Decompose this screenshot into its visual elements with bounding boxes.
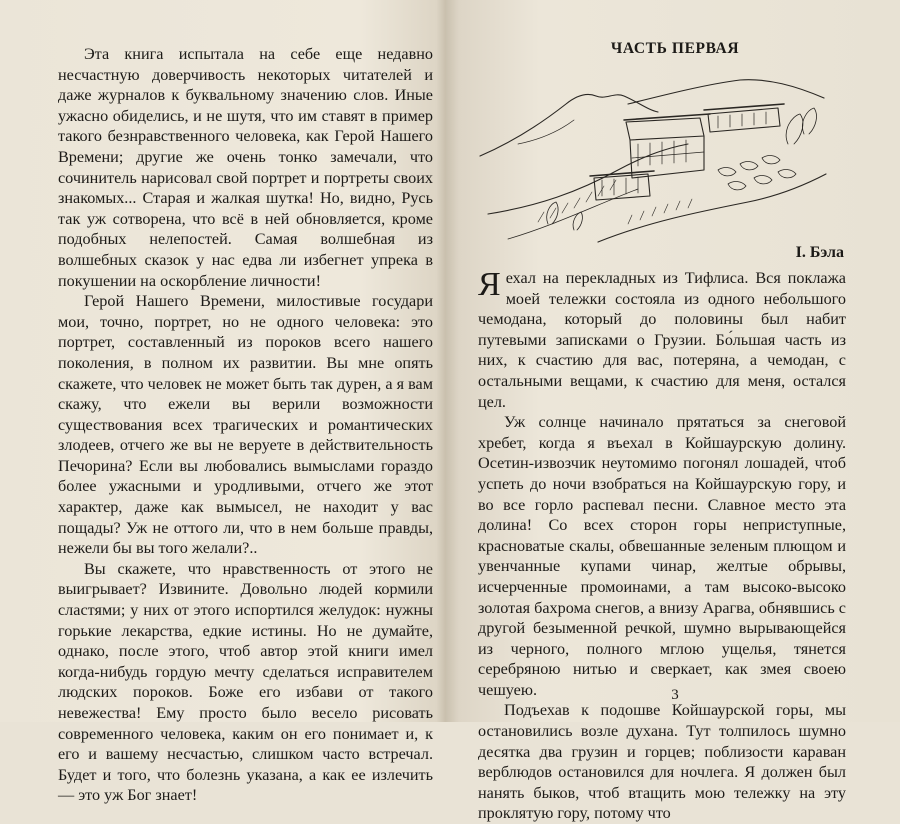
chapter-title: I. Бэла	[795, 244, 844, 261]
left-paragraph: Эта книга испытала на себе еще недавно несчастную доверчивость некоторых читателей и даже журналов к буквальному значению слов. Иные ужасно обиделись, и не шутя, что им ставят в пример такого безнравственного человека, как Герой Нашего Времени; другие же очень тонко замечали, что сочинитель нарисовал свой портрет и портреты своих знакомых... Старая и жалкая шутка! Но, видно, Русь так уж сотворена, что всё в ней обновляется, кроме подобных нелепостей. Самая волшебная из волшебных сказок у нас едва ли избегнет упрека в покушении на оскорбление личности!	[58, 45, 433, 290]
mountain-village-illustration	[478, 74, 828, 244]
right-page-text	[478, 268, 846, 824]
page-number: 3	[671, 687, 679, 703]
right-paragraph: Подъехав к подошве Койшаурской горы, мы остановились возле духана. Тут толпилось шумно десятка два грузин и горцев; поблизости караван верблюдов остановился для ночлега. Я должен был нанять быков, чтоб втащить мою тележку на эту проклятую гору, потому что	[478, 701, 846, 823]
first-paragraph	[478, 268, 846, 412]
first-paragraph-text: ехал на перекладных из Тифлиса. Вся поклажа моей тележки состояла из одного небольшого чемодана, который до половины был набит путевыми записками о Грузии. Бо́льшая часть из них, к счастию для вас, потеряна, а чемодан, с остальными вещами, к счастию для меня, остался цел.	[478, 269, 846, 411]
left-page	[0, 0, 450, 805]
part-title: ЧАСТЬ ПЕРВАЯ	[610, 40, 740, 57]
left-page-text	[58, 44, 433, 806]
right-paragraph: Уж солнце начинало прятаться за снеговой хребет, когда я въехал в Койшаурскую долину. Осетин-извозчик неутомимо погонял лошадей, чтоб успеть до ночи взобраться на Койшаурскую гору, и во все горло распевал песни. Славное место эта долина! Со всех сторон горы неприступные, красноватые скалы, обвешанные зеленым плющом и увенчанные купами чинар, желтые обрывы, исчерченные промоинами, а там высоко-высоко золотая бахрома снегов, а внизу Арагва, обнявшись с другой безыменной речкой, шумно вырывающейся из черного, полного мглою ущелья, тянется серебряною нитью и сверкает, как змея своею чешуею.	[478, 413, 846, 699]
left-paragraph: Вы скажете, что нравственность от этого не выигрывает? Извините. Довольно людей кормили сластями; у них от этого испортился желудок: нужны горькие лекарства, едкие истины. Но не думайте, однако, после этого, чтоб автор этой книги имел когда-нибудь гордую мечту сделаться исправителем людских пороков. Боже его избави от такого невежества! Ему просто было весело рисовать современного человека, каким он его понимает и, к его и вашему несчастью, слишком часто встречал. Будет и того, что болезнь указана, а как ее излечить — это уж Бог знает!	[58, 559, 433, 805]
drop-cap: Я	[478, 266, 501, 303]
left-paragraph: Герой Нашего Времени, милостивые государи мои, точно, портрет, но не одного человека: это портрет, составленный из пороков всего нашего поколения, в полном их развитии. Вы мне опять скажете, что человек не может быть так дурен, а я вам скажу, что ежели вы верили возможности существования всех трагических и романтических злодеев, отчего же вы не веруете в действительность Печорина? Если вы любовались вымыслами гораздо более ужасными и уродливыми, отчего же этот характер, даже как вымысел, не находит у вас пощады? Уж не оттого ли, что в нем больше правды, нежели бы вы того желали?..	[58, 292, 433, 558]
